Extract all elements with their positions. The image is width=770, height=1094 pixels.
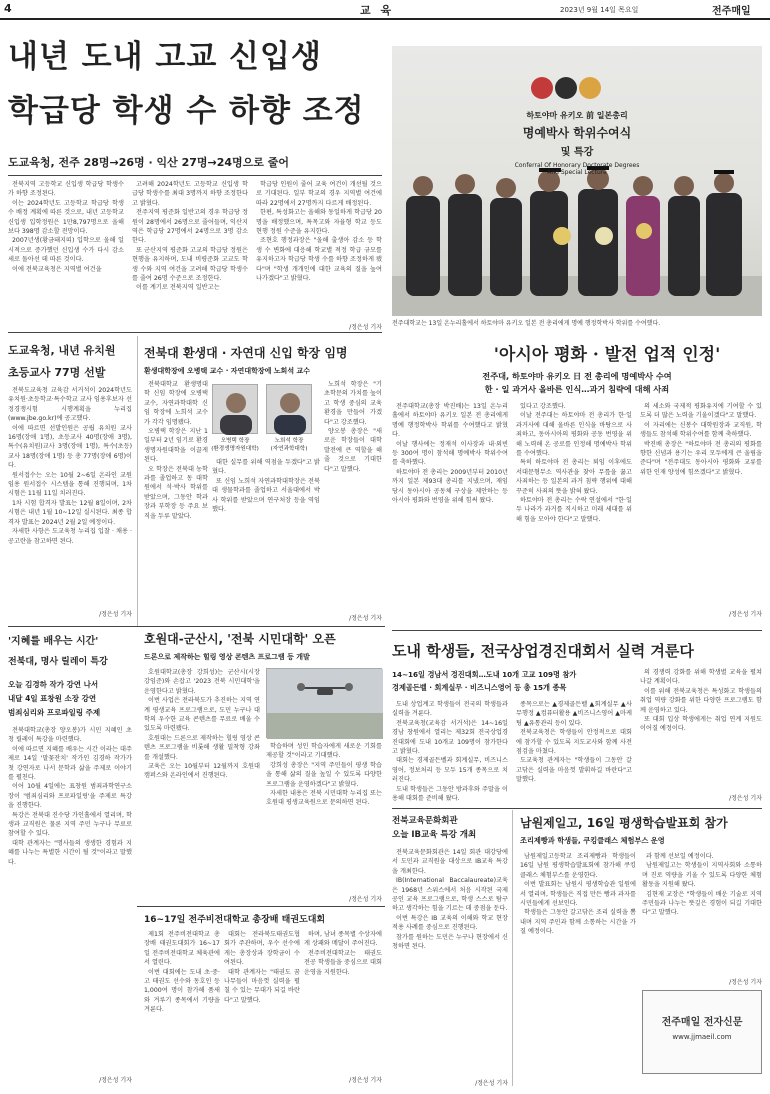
portrait-oh (212, 384, 258, 434)
banner-title: 명예박사 학위수여식 (522, 126, 632, 140)
commerce-column-1: 도내 상업계고 학생들이 전국의 학생들과 실력을 겨룬다. 전북교육청(교육감 서거석)은 14~16일 경남 창원에서 열리는 제32회 전국상업경진대회에 도내 10개교 109명이 참가한다고 밝혔다. 대회는 경제골든벨과 회계실무, 비즈니스영어, 정보처리 등 모두 15개 종목으로 치러진다. 도내 학생들은 그동안 방과후와 주말을 이용해 대회를 준비해 왔다. (392, 701, 508, 802)
taekwondo-column-3: 하며, 남녀 종목별 수상자에게 상패와 메달이 주어진다. 전주비전대학교는 태권도 전공 학생들을 중심으로 대회 운영을 지원한다. (304, 931, 382, 976)
ceremony-illustration (392, 46, 762, 316)
taekwondo-headline: 16~17일 전주비전대학교 총장배 태권도대회 (144, 915, 326, 925)
divider (512, 810, 513, 1086)
banner-english: Conferral Of Honorary Doctorate Degrees (514, 162, 640, 169)
lead-headline-line1: 내년 도내 고교 신입생 (8, 39, 322, 75)
feature-deck (392, 370, 762, 396)
divider (137, 336, 138, 626)
ceremony-photo (392, 46, 762, 316)
feature-column-3: 의 세소와 국제적 평화유지에 기여할 수 있도록 더 많은 노력을 기울이겠다"고 말했다. 이 자리에는 신봉수 대학원장과 교직원, 학생들도 참석해 학위수여를 함께 축하했다. 박진배 총장은 "하토야마 전 총리의 평화를 향한 신념과 용기는 우리 모두에게 큰 울림을 준다"며 "전주대도 동아시아 평화와 교류를 위한 인재 양성에 힘쓰겠다"고 밝혔다. (640, 403, 762, 476)
hoseong-byline: /정은성 기자 (349, 896, 382, 903)
portrait-roh-caption: 노희석 학장 (자연과학대학) (270, 438, 308, 452)
hoseong-column-2: 학습하며 성인 학습자에게 새로운 기회를 제공할 것"이라고 기대했다. 강희성 총장은 "지역 주민들이 평생 학습을 통해 삶의 질을 높일 수 있도록 다양한 프로그램을 운영하겠다"고 밝혔다. 자세한 내용은 전북 시민대학 누리집 또는 호원대 평생교육원으로 문의하면 된다. (266, 743, 382, 807)
ceremony-banner (462, 110, 692, 176)
teachers-byline: /정은성 기자 (99, 611, 132, 618)
jbnu-column-2: 노희석 학장은 "기초학문의 가치를 높이고 학생 중심의 교육 환경을 만들어 가겠다"고 강조했다. 양오봉 총장은 "새로운 학장들이 대학 발전에 큰 역할을 해 줄 것으로 기대한다"고 말했다. (324, 381, 382, 473)
lead-subhead: 도교육청, 전주 28명→26명 · 익산 27명→24명으로 줄어 (8, 156, 290, 169)
jbnu-headline: 전북대 환생대 · 자연대 신입 학장 임명 (144, 346, 348, 360)
hoseong-column-1: 호원대학교(총장 강희성)는 군산시(시장 강임준)와 손잡고 '2023 전북 시민대학'을 운영한다고 밝혔다. 이번 사업은 전라북도가 추진하는 지역 연계 평생교육 프로그램으로, 도민 누구나 대학의 우수한 교육 콘텐츠를 무료로 배울 수 있도록 마련됐다. 호원대는 드론으로 제작하는 힐링 영상 콘텐츠 프로그램을 비롯해 생활 밀착형 강좌를 개설했다. 교육은 오는 10월부터 12월까지 호원대 캠퍼스와 온라인에서 진행된다. (144, 669, 260, 780)
namwon-deck: 조리제빵과 학생들, 쿠킹클래스 체험부스 운영 (520, 836, 665, 845)
portrait-oh-caption: 오병택 학장 (환경생명자원대학) (211, 438, 259, 452)
commerce-byline: /정은성 기자 (729, 795, 762, 802)
ad-name: 전주매일 전자신문 (661, 1017, 743, 1028)
ib-column: 전북교육문화회관은 14일 회관 대강당에서 도민과 교직원을 대상으로 IB교육 특강을 개최한다. IB(International Baccalaureate)교육은 1968년 스위스에서 처음 시작된 국제 공인 교육 프로그램으로, 학생 스스로 탐구하고 생각하는 힘을 기르는 데 중점을 둔다. 이번 특강은 IB 교육의 이해와 학교 현장 적용 사례를 중심으로 진행된다. 참가를 원하는 도민은 누구나 현장에서 신청하면 된다. (392, 849, 508, 951)
jbnu-deck: 환생대학장에 오병택 교수 · 자연대학장에 노희석 교수 (144, 367, 311, 375)
page-number: 4 (4, 2, 12, 15)
section-name: 교 육 (360, 4, 395, 17)
divider (8, 332, 382, 333)
feature-deck-2: 한 · 일 과거사 올바른 인식…과거 침략에 대해 사죄 (484, 384, 670, 394)
feature-column-2: 있다고 강조했다. 이날 전주대는 하토야마 전 총리가 한·일 과거사에 대해 올바른 인식을 바탕으로 사죄하고, 동아시아의 평화와 공동 번영을 위해 노력해 온 공로를 인정해 명예박사 학위를 수여했다. 특히 하토야마 전 총리는 퇴임 이후에도 서대문형무소 역사관을 찾아 무릎을 꿇고 사죄하는 등 일본의 과거 침략 행위에 대해 꾸준히 사죄의 뜻을 밝혀 왔다. 하토야마 전 총리는 수락 연설에서 "한·일 두 나라가 과거를 직시하고 미래 세대를 위해 힘을 모아야 한다"고 말했다. (516, 403, 632, 523)
taekwondo-byline: /정은성 기자 (349, 1077, 382, 1084)
feature-byline: /정은성 기자 (729, 611, 762, 618)
lead-column-1: 전북지역 고등학교 신입생 학급당 학생수가 하향 조정된다. 이는 2024학년도 고등학교 학급당 학생 수 배정 계획에 따른 것으로, 내년 고등학교 신입생 입학정원은 1만8,797명으로 올해보다 398명 감소할 전망이다. 2007년생(황금돼지띠) 입학으로 올해 일시적으로 증가했던 신입생 수가 다시 감소세로 돌아선 데 따른 것이다. 이에 전북교육청은 지역별 여건을 (8, 181, 124, 273)
lead-byline: /정은성 기자 (349, 324, 382, 331)
lead-column-3: 학급당 인원이 줄어 교육 여건이 개선될 것으로 기대된다. 일부 학교의 경우 지역별 여건에 따라 22명에서 27명까지 다르게 배정된다. 한편, 특성화고는 올해와 동일하게 학급당 20명을 배정했으며, 특목고와 자율형 학교 등도 현행 정원 수준을 유지한다. 조현호 행정과장은 "올해 출생아 감소 등 학생 수 변화에 대응해 학교별 적정 학급 규모를 유지하고자 학급당 학생 수를 하향 조정하게 됐다"며 "학생 개개인에 대한 교육의 질을 높여 나가겠다"고 밝혔다. (256, 181, 382, 283)
namwon-column-2: 과 함께 선보일 예정이다. 남원제일고는 학생들이 지역사회와 소통하며 진로 역량을 키울 수 있도록 다양한 체험 활동을 지원해 왔다. 김현재 교장은 "학생들이 배운 기술로 지역 주민들과 나누는 뜻깊은 경험이 되길 기대한다"고 말했다. (642, 853, 762, 917)
feature-deck-1: 전주대, 하토야마 유키오 日 전 총리에 명예박사 수여 (482, 371, 672, 381)
masthead: 전주매일 (712, 6, 751, 17)
commerce-column-3: 의 경쟁력 강화를 위해 학생별 교육을 펼쳐 나갈 계획이다. 이를 위해 전북교육청은 특성화고 학생들의 취업 역량 강화를 위한 다양한 프로그램도 함께 운영하고 있다. 또 대회 입상 학생에게는 취업 연계 지원도 이어질 예정이다. (640, 669, 762, 733)
photo-caption: 전주대학교는 13일 온누리홀에서 하토야마 유키오 일본 전 총리에게 명예 행정학박사 학위를 수여했다. (392, 320, 661, 327)
learning-subheads: 오늘 김경하 작가 강연 나서 내달 4일 표창원 소장 강연 범죄심리와 프로파일링 주제 (8, 680, 101, 717)
teachers-headline: 도교육청, 내년 유치원 초등교사 77명 선발 (8, 344, 116, 379)
divider (8, 175, 382, 176)
lead-headline (8, 30, 378, 138)
banner-english-2: And Special Lecture (547, 169, 607, 176)
learning-byline: /정은성 기자 (99, 1077, 132, 1084)
divider (8, 626, 137, 627)
lead-headline-line2: 학급당 학생 수 하향 조정 (8, 93, 365, 129)
commerce-deck: 14~16일 경남서 경진대회…도내 10개 고교 109명 참가 경제골든벨 · 회계실무 · 비즈니스영어 등 총 15개 종목 (392, 670, 577, 692)
issue-date: 2023년 9월 14일 목요일 (560, 6, 639, 14)
divider (137, 626, 385, 627)
lead-column-2: 고려해 2024학년도 고등학교 신입생 학급당 학생수를 최대 3명까지 하향 조정한다고 밝혔다. 전주지역 평준화 일반고의 경우 학급당 정원이 28명에서 26명으로 줄어들며, 익산지역은 학급당 27명에서 24명으로 3명 감소한다. 또 군산지역 평준화 고교의 학급당 정원은 현행을 유지하며, 도내 비평준화 고교도 학생 수와 지역 여건을 고려해 학급당 학생수를 줄여 26명 수준으로 조정한다. 이를 계기로 전북지역 일반고는 (132, 181, 248, 292)
jbnu-column-1b: 대한 실무를 위해 역점을 두겠다"고 밝혔다. 또 신임 노희석 자연과학대학장은 전북대 생물학과를 졸업하고 서울대에서 박사 학위를 받았으며 연구처장 등을 역임했다. (212, 459, 320, 514)
jbnu-byline: /정은성 기자 (349, 615, 382, 622)
ad-box[interactable] (642, 990, 762, 1074)
feature-column-1: 전주대학교(총장 박진배)는 13일 온누리홀에서 하토야마 유키오 일본 전 총리에게 명예 행정학박사 학위를 수여했다고 밝혔다. 이날 행사에는 정재석 이사장과 내·외빈 등 300여 명이 참석해 명예박사 학위수여를 축하했다. 하토야마 전 총리는 2009년부터 2010년까지 일본 제93대 총리를 지냈으며, 재임 당시 동아시아 공동체 구상을 제안하는 등 아시아 평화와 번영을 위해 힘써 왔다. (392, 403, 508, 505)
divider (392, 630, 762, 631)
ad-url[interactable]: www.jjmaeil.com (672, 1033, 732, 1041)
learning-subhead-1: 전북대, 명사 릴레이 특강 (8, 657, 108, 667)
taekwondo-column-2: 대회는 전라북도태권도협회가 주관하며, 우수 선수에게는 총장상과 장학금이 수여된다. 대학 관계자는 "태권도 꿈나무들이 마음껏 실력을 펼칠 수 있는 무대가 되길 바란다"고 말했다. (224, 931, 300, 1004)
learning-column: 전북대학교(총장 양오봉)가 시민 지혜인 초청 릴레이 특강을 마련했다. 이에 따르면 지혜를 배우는 시간 이라는 대주제로 14일 '말꽃잔치' 작가인 김경하 작가가 첫 강연자로 나서 문학과 삶을 주제로 이야기를 펼친다. 이어 10월 4일에는 표창원 범죄과학연구소장이 '범죄심리와 프로파일링'을 주제로 특강을 진행한다. 특강은 전북대 진수당 가인홀에서 열리며, 학생과 교직원은 물론 지역 주민 누구나 무료로 참여할 수 있다. 대학 관계자는 "명사들의 생생한 경험과 지혜를 나누는 특별한 시간이 될 것"이라고 말했다. (8, 727, 132, 866)
learning-headline: '지혜를 배우는 시간' (8, 636, 99, 647)
ib-headline: 전북교육문화회관 오늘 IB교육 특강 개최 (392, 816, 477, 840)
feature-headline: '아시아 평화 · 발전 업적 인정' (493, 345, 721, 365)
namwon-headline: 남원제일고, 16일 평생학습발표회 참가 (520, 816, 728, 830)
divider (516, 808, 762, 809)
hoseong-headline: 호원대-군산시, '전북 시민대학' 오픈 (144, 632, 336, 646)
ib-byline: /정은성 기자 (475, 1080, 508, 1087)
jbnu-column-1: 전북대학교 환생명대학 신임 학장에 오병택 교수, 자연과학대학 신임 학장에 노희석 교수가 각각 임명됐다. 오병택 학장은 지난 1일부터 2년 임기로 환경생명자원대학을 이끌게 된다. 오 학장은 전북대 농학과를 졸업하고 동 대학원에서 석·박사 학위를 받았으며, 그동안 학과장과 부학장 등 주요 보직을 두루 맡았다. (144, 381, 208, 520)
namwon-column-1: 남원제일고등학교 조리제빵과 학생들이 16일 남원 평생학습발표회에 참가해 쿠킹클래스 체험부스를 운영한다. 이번 발표회는 남원시 평생학습관 일원에서 열리며, 학생들은 직접 만든 빵과 과자를 시민들에게 선보인다. 학생들은 그동안 갈고닦은 조리 실력을 뽐내며 지역 주민과 함께 소통하는 시간을 가질 예정이다. (520, 853, 636, 936)
commerce-headline: 도내 학생들, 전국상업경진대회서 실력 겨룬다 (392, 642, 694, 660)
hoseong-deck: 드론으로 제작하는 힐링 영상 콘텐츠 프로그램 등 개발 (144, 653, 310, 661)
divider (137, 906, 385, 907)
divider (392, 808, 516, 809)
portrait-roh (266, 384, 312, 434)
namwon-byline: /정은성 기자 (729, 979, 762, 986)
banner-top-text: 하토야마 유키오 前 일본총리 (526, 111, 628, 120)
banner-subtitle: 및 특강 (560, 147, 594, 158)
drone-photo (266, 668, 382, 738)
taekwondo-column-1: 제1회 전주비전대학교 총장배 태권도대회가 16~17일 전주비전대학교 체육관에서 열린다. 이번 대회에는 도내 초·중·고 태권도 선수와 동호인 등 1,000여 명이 참가해 품새와 겨루기 종목에서 기량을 겨룬다. (144, 931, 220, 1014)
teachers-column: 전북도교육청 교육감 서거석이 2024학년도 유치원·초등학교·특수학교 교사 임용후보자 선정경쟁시험 시행계획을 누리집(www.jbe.go.kr)에 공고했다. 이에 따르면 선발인원은 공립 유치원 교사 16명(장애 1명), 초등교사 40명(장애 3명), 특수(유치원)교사 3명(장애 1명), 특수(초등)교사 18명(장애 1명) 등 총 77명(장애 6명)이다. 원서접수는 오는 10월 2~6일 온라인 교원임용 원서접수 시스템을 통해 진행되며, 1차 시험은 11월 11일 치러진다. 1차 시험 합격자 발표는 12월 8일이며, 2차 시험은 내년 1월 10~12일 실시된다. 최종 합격자 발표는 2024년 2월 2일 예정이다. 자세한 사항은 도교육청 누리집 입찰 · 채용 · 공고란을 참고하면 된다. (8, 387, 132, 545)
commerce-column-2: 종목으로는 ▲경제골든벨 ▲회계실무 ▲사무행정 ▲컴퓨터활용 ▲비즈니스영어 ▲마케팅 ▲유통관리 등이 있다. 전북교육청은 학생들이 안정적으로 대회에 참가할 수 있도록 지도교사와 함께 사전 점검을 마쳤다. 도교육청 관계자는 "학생들이 그동안 갈고닦은 실력을 마음껏 발휘하길 바란다"고 말했다. (516, 701, 632, 784)
